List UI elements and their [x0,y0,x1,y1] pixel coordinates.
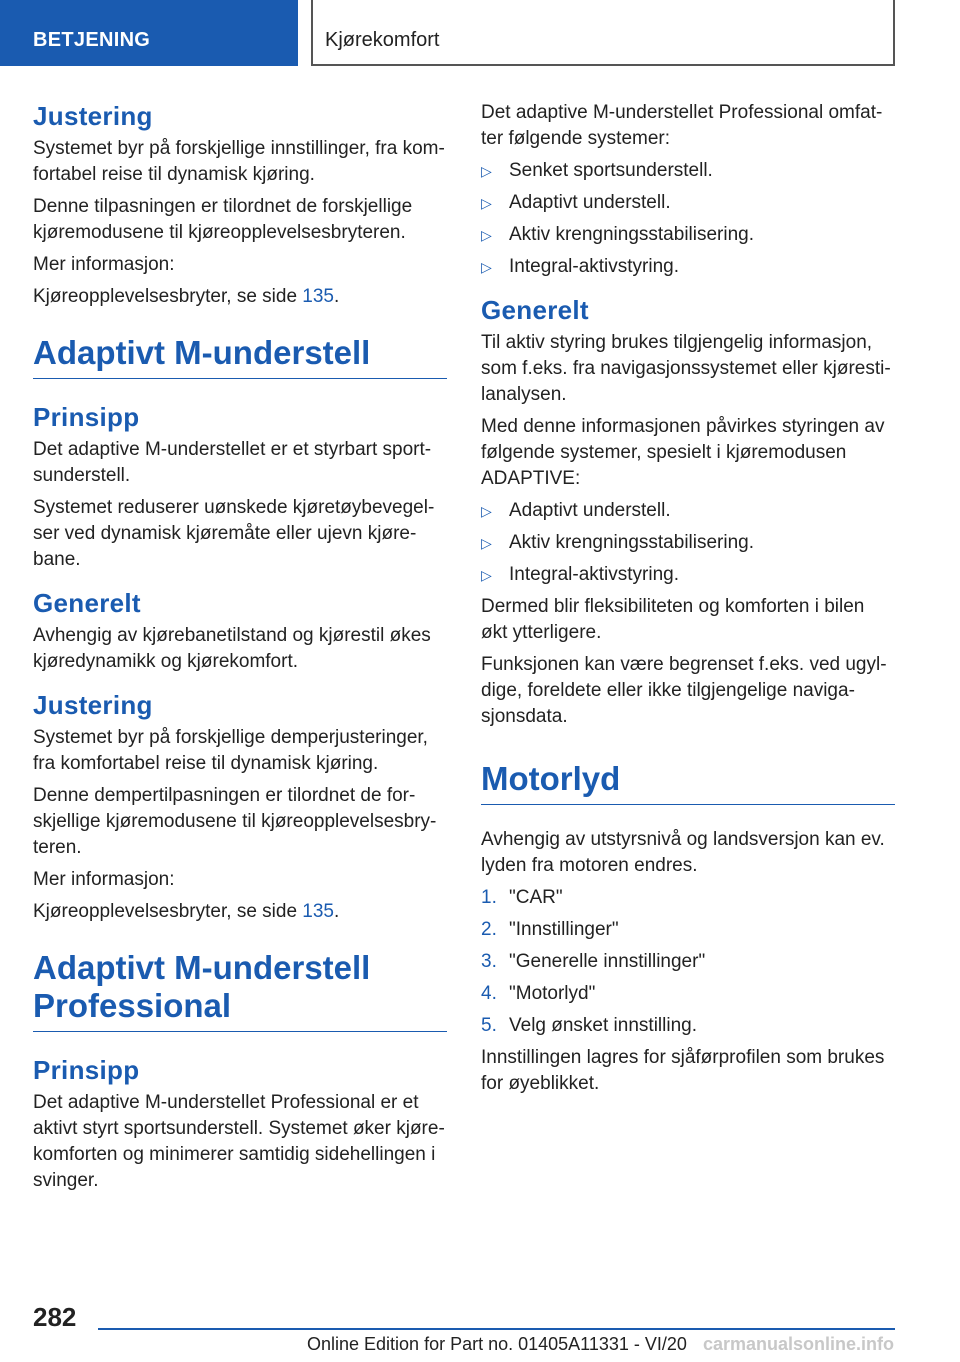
step-text: "Innstillinger" [509,919,619,940]
steps-list [481,885,895,1039]
paragraph: Det adaptive M-understellet er et styrbart sport-sunderstell. [33,439,432,486]
step-text: "Generelle innstillinger" [509,951,706,972]
watermark: carmanualsonline.info [703,1334,895,1354]
footer-divider [98,1328,895,1330]
triangle-right-icon: ▷ [481,195,492,211]
right-column [481,100,895,1103]
list-item [481,254,895,280]
section-label: BETJENING [33,29,151,51]
paragraph: Avhengig av kjørebanetilstand og kjørestil økes kjøredynamikk og kjørekomfort. [33,625,431,672]
triangle-right-icon: ▷ [481,503,492,519]
reference-end: . [334,901,340,922]
step-number: 1. [481,887,497,908]
section-tab [0,0,298,66]
heading-adaptivt-professional [33,949,447,1032]
list-item-text: Aktiv krengningsstabilisering. [509,532,755,553]
step-item [481,885,895,911]
page-link[interactable]: 135 [302,286,334,307]
page-header [0,0,960,66]
reference-text: Kjøreopplevelsesbryter, se side [33,286,303,307]
list-item [481,498,895,524]
reference-text: Kjøreopplevelsesbryter, se side [33,901,303,922]
step-number: 5. [481,1015,497,1036]
cross-reference [33,284,447,310]
paragraph: Til aktiv styring brukes tilgjengelig informasjon, som f.eks. fra navigasjonssystemet eller kjøresti-lanalysen. [481,332,891,405]
adaptive-systems-list [481,498,895,588]
paragraph: Denne dempertilpasningen er tilordnet de for-skjellige kjøremodusene til kjøreopplevelsesbry-teren. [33,785,437,858]
list-item [481,530,895,556]
list-item-text: Adaptivt understell. [509,500,671,521]
heading-justering-1: Justering [33,101,153,131]
paragraph: Funksjonen kan være begrenset f.eks. ved ugyl-dige, foreldete eller ikke tilgjengelige naviga-sjonsdata. [481,654,887,727]
triangle-right-icon: ▷ [481,259,492,275]
list-item [481,222,895,248]
list-item [481,158,895,184]
paragraph: Denne tilpasningen er tilordnet de forskjellige kjøremodusene til kjøreopplevelsesbryteren. [33,196,413,243]
list-item [481,562,895,588]
edition-info: Online Edition for Part no. 01405A11331 - VI/20 [307,1334,687,1354]
heading-line-2: Professional [33,987,232,1024]
step-item [481,917,895,943]
paragraph: Systemet byr på forskjellige innstillinger, fra kom-fortabel reise til dynamisk kjøring. [33,138,445,185]
page-number: 282 [33,1302,77,1332]
heading-generelt-1: Generelt [33,588,141,618]
heading-generelt-2: Generelt [481,295,589,325]
list-item-text: Integral-aktivstyring. [509,256,680,277]
paragraph: Avhengig av utstyrsnivå og landsversjon kan ev. lyden fra motoren endres. [481,829,885,876]
heading-adaptivt-m-understell: Adaptivt M-understell [33,334,447,379]
paragraph: Det adaptive M-understellet Professional er et aktivt styrt sportsunderstell. Systemet øker kjøre-komforten og minimerer samtidig sidehellingen i svinger. [33,1092,445,1191]
step-item [481,981,895,1007]
step-number: 2. [481,919,497,940]
heading-prinsipp-1: Prinsipp [33,402,140,432]
triangle-right-icon: ▷ [481,535,492,551]
step-text: "Motorlyd" [509,983,596,1004]
paragraph: Systemet byr på forskjellige demperjusteringer, fra komfortabel reise til dynamisk kjøring. [33,727,428,774]
step-item [481,1013,895,1039]
step-text: Velg ønsket innstilling. [509,1015,697,1036]
list-item-text: Aktiv krengningsstabilisering. [509,224,755,245]
heading-line-1: Adaptivt M-understell [33,949,371,986]
systems-list [481,158,895,280]
chapter-title: Kjørekomfort [325,29,440,51]
heading-justering-2: Justering [33,690,153,720]
paragraph: Innstillingen lagres for sjåførprofilen som brukes for øyeblikket. [481,1047,885,1094]
page-link[interactable]: 135 [302,901,334,922]
step-number: 4. [481,983,497,1004]
heading-motorlyd: Motorlyd [481,760,895,805]
paragraph: Dermed blir fleksibiliteten og komforten i bilen økt ytterligere. [481,596,865,643]
paragraph: Det adaptive M-understellet Professional omfat-ter følgende systemer: [481,102,883,149]
left-column [33,100,447,1200]
heading-prinsipp-2: Prinsipp [33,1055,140,1085]
list-item-text: Senket sportsunderstell. [509,160,713,181]
paragraph: Med denne informasjonen påvirkes styringen av følgende systemer, spesielt i kjøremodusen ADAPTIVE: [481,416,885,489]
step-item [481,949,895,975]
triangle-right-icon: ▷ [481,567,492,583]
reference-end: . [334,286,340,307]
step-number: 3. [481,951,497,972]
list-item-text: Adaptivt understell. [509,192,671,213]
paragraph: Mer informasjon: [33,869,175,890]
list-item-text: Integral-aktivstyring. [509,564,680,585]
chapter-title-box [311,0,895,66]
step-text: "CAR" [509,887,563,908]
paragraph: Mer informasjon: [33,254,175,275]
cross-reference [33,899,447,925]
paragraph: Systemet reduserer uønskede kjøretøybevegel-ser ved dynamisk kjøremåte eller ujevn kjøre-bane. [33,497,435,570]
triangle-right-icon: ▷ [481,163,492,179]
triangle-right-icon: ▷ [481,227,492,243]
list-item [481,190,895,216]
